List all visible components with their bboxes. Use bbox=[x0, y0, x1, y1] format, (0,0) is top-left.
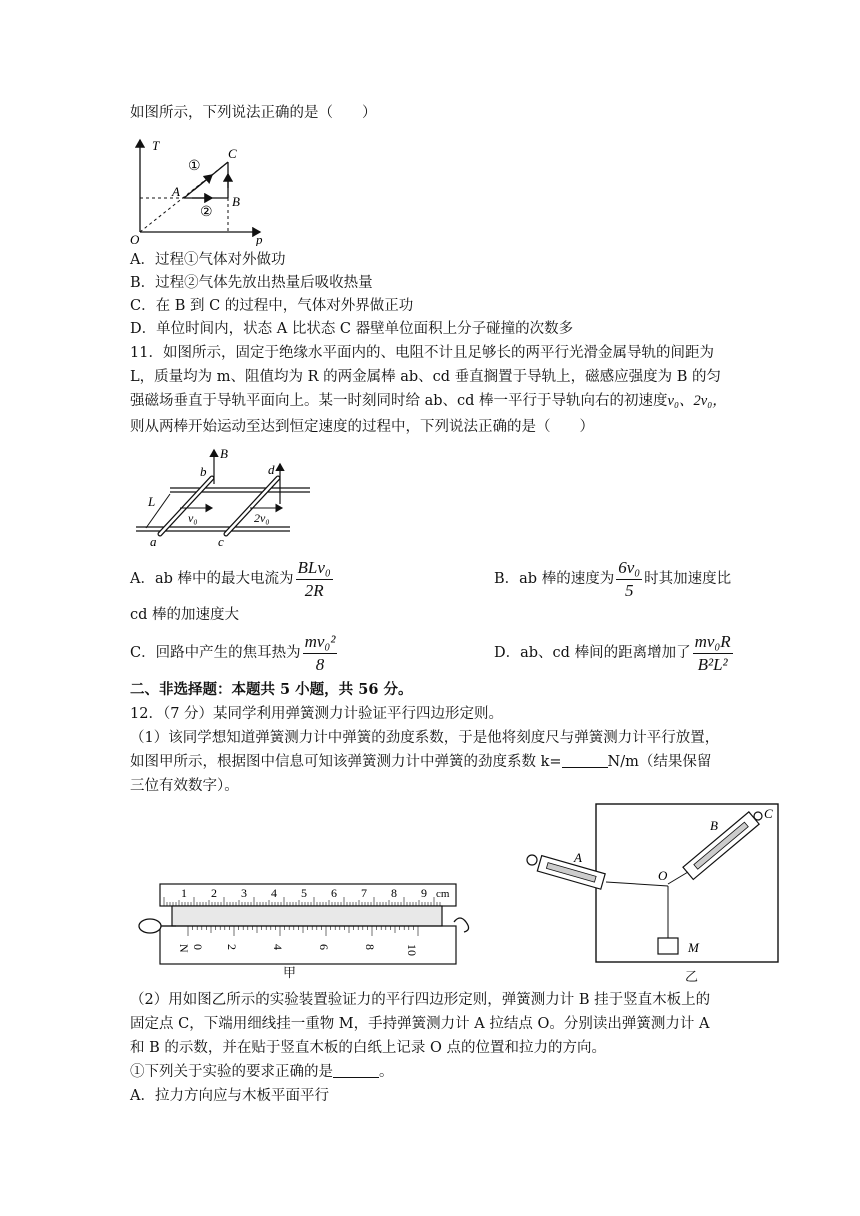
ruler-label-4: 4 bbox=[271, 886, 277, 900]
2v0-label: 2v₀ bbox=[254, 511, 270, 525]
point-a-label: A bbox=[172, 184, 180, 199]
ruler-label-3: 3 bbox=[241, 886, 247, 900]
weight-m-label: M bbox=[688, 940, 699, 955]
q11-stem-line2: L，质量均为 m、阻值均为 R 的两金属棒 ab、cd 垂直搁置于导轨上，磁感应强度为 B 的匀 bbox=[130, 369, 722, 385]
scale-a-ring bbox=[527, 855, 537, 865]
rod-c-label: c bbox=[218, 534, 224, 549]
ruler-label-5: 5 bbox=[301, 886, 307, 900]
scale-bottom-ticks bbox=[188, 926, 418, 936]
q11-rails-figure bbox=[130, 444, 320, 550]
ruler-label-6: 6 bbox=[331, 886, 337, 900]
q12-p2-question: ①下列关于实验的要求正确的是 。 bbox=[130, 1064, 394, 1080]
q11-option-b-line2: cd 棒的加速度大 bbox=[130, 607, 240, 623]
length-l-label: L bbox=[148, 494, 156, 509]
q10-option-d: D．单位时间内，状态 A 比状态 C 器壁单位面积上分子碰撞的次数多 bbox=[130, 321, 574, 337]
q12-p1-line2: 如图甲所示，根据图中信息可知该弹簧测力计中弹簧的劲度系数 k= N/m（结果保留 bbox=[130, 754, 712, 770]
q10-option-b: B．过程②气体先放出热量后吸收热量 bbox=[130, 275, 373, 291]
scale-label-0: 0 bbox=[191, 944, 205, 950]
weight-m bbox=[658, 938, 678, 954]
q11-stem-line4: 则从两棒开始运动至达到恒定速度的过程中，下列说法正确的是（ ） bbox=[130, 419, 594, 435]
scale-b-label: B bbox=[710, 818, 718, 833]
rod-d-label: d bbox=[268, 462, 275, 477]
knot-o-label: O bbox=[658, 868, 668, 883]
scale-label-2: 2 bbox=[225, 944, 239, 950]
fig-jia-caption: 甲 bbox=[283, 966, 297, 981]
scale-ring bbox=[139, 919, 161, 933]
section-2-heading: 二、非选择题：本题共 5 小题，共 56 分。 bbox=[130, 681, 413, 698]
scale-label-10: 10 bbox=[405, 944, 419, 956]
scale-a-label: A bbox=[574, 850, 582, 865]
q10-option-a: A．过程①气体对外做功 bbox=[130, 252, 286, 268]
k-answer-blank[interactable] bbox=[562, 753, 608, 768]
b-field-label: B bbox=[220, 446, 228, 461]
q12-p2-option-a: A．拉力方向应与木板平面平行 bbox=[130, 1088, 329, 1104]
q11-option-c: C．回路中产生的焦耳热为 $\frac{\text{mv₀²}}{8}$ bbox=[130, 631, 336, 674]
v0-label: v₀ bbox=[188, 511, 198, 525]
scale-label-n: N bbox=[177, 944, 191, 953]
scale-label-6: 6 bbox=[317, 944, 331, 950]
q12-title: 12．（7 分）某同学利用弹簧测力计验证平行四边形定则。 bbox=[130, 706, 504, 722]
q11-option-d: D．ab、cd 棒间的距离增加了 $\frac{\text{mv₀R}}{\text{B²L²}}$ bbox=[494, 631, 731, 674]
q11-stem-line3: 强磁场垂直于导轨平面向上。某一时刻同时给 ab、cd 棒一平行于导轨向右的初速度v₀、2v₀， bbox=[130, 393, 727, 409]
fig-yi-caption: 乙 bbox=[685, 970, 699, 985]
q11-option-b: B．ab 棒的速度为 $\frac{\text{6v₀}}{5}$ 时其加速度比 bbox=[494, 557, 732, 600]
q12-p1-line1: （1）该同学想知道弹簧测力计中弹簧的劲度系数，于是他将刻度尺与弹簧测力计平行放置， bbox=[130, 730, 720, 746]
ruler-label-9: 9 bbox=[421, 886, 427, 900]
ruler-label-8: 8 bbox=[391, 886, 397, 900]
scale-label-8: 8 bbox=[363, 944, 377, 950]
q11-stem-line1: 11．如图所示，固定于绝缘水平面内的、电阻不计且足够长的两平行光滑金属导轨的间距为 bbox=[130, 345, 714, 361]
point-b-label: B bbox=[232, 194, 240, 209]
fig-yi-board bbox=[518, 800, 790, 986]
q11-option-a: A．ab 棒中的最大电流为 $\frac{\text{BLv₀}}{2R}$ bbox=[130, 557, 331, 600]
spring-scale-slot bbox=[172, 906, 442, 926]
q12-p2-line3: 和 B 的示数，并在贴于竖直木板的白纸上记录 O 点的位置和拉力的方向。 bbox=[130, 1040, 606, 1056]
point-c-label: C bbox=[764, 806, 773, 821]
q10-option-c: C．在 B 到 C 的过程中，气体对外界做正功 bbox=[130, 298, 414, 314]
p-axis-label: p bbox=[256, 232, 263, 246]
fig-jia-ruler bbox=[136, 876, 476, 986]
point-c-label: C bbox=[228, 146, 237, 161]
q10-stem: 如图所示，下列说法正确的是（ ） bbox=[130, 105, 377, 121]
ruler-unit-cm: cm bbox=[436, 888, 450, 900]
rod-a-label: a bbox=[150, 534, 157, 549]
q10-tp-graph bbox=[128, 128, 278, 246]
t-axis-label: T bbox=[152, 138, 160, 153]
ruler-label-1: 1 bbox=[181, 886, 187, 900]
path-2-label: ② bbox=[200, 205, 213, 220]
ruler-label-2: 2 bbox=[211, 886, 217, 900]
ruler-label-7: 7 bbox=[361, 886, 367, 900]
q12-p1-line3: 三位有效数字）。 bbox=[130, 778, 239, 794]
q12-p2-line2: 固定点 C，下端用细线挂一重物 M，手持弹簧测力计 A 拉结点 O。分别读出弹簧测力计 A bbox=[130, 1016, 710, 1032]
rod-b-label: b bbox=[200, 464, 207, 479]
requirement-answer-blank[interactable] bbox=[333, 1063, 379, 1078]
q12-p2-line1: （2）用如图乙所示的实验装置验证力的平行四边形定则，弹簧测力计 B 挂于竖直木板上的 bbox=[130, 992, 711, 1008]
process-1-arrow bbox=[194, 175, 212, 190]
origin-label: O bbox=[130, 232, 140, 246]
path-1-label: ① bbox=[188, 159, 201, 174]
scale-label-4: 4 bbox=[271, 944, 285, 950]
